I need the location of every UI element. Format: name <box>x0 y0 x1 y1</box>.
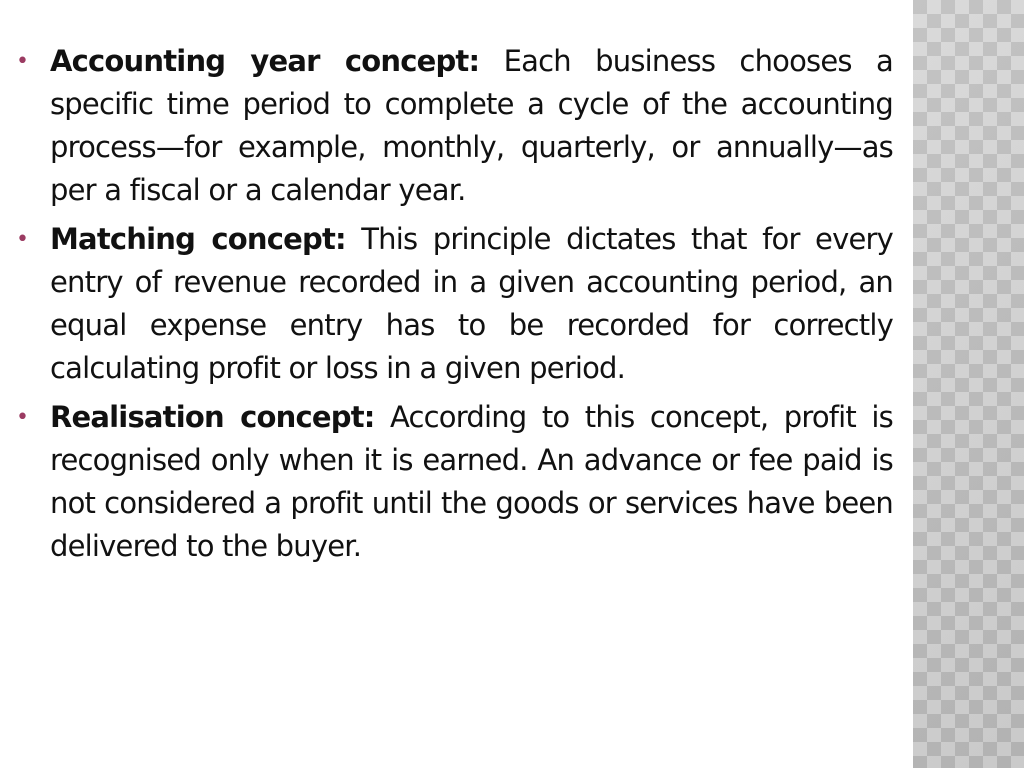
bullet-dot-icon: • <box>16 227 29 252</box>
bullet-text: This principle dictates that for every entry of revenue recorded in a given accounting period, an equal expense entry has to be recorded for correctly calculating profit or loss in a given period. <box>50 222 893 385</box>
bullet-item-accounting-year <box>16 40 893 212</box>
slide-content <box>16 40 893 574</box>
bullet-term: Realisation concept: <box>50 400 375 434</box>
bullet-list <box>16 40 893 568</box>
bullet-dot-icon: • <box>16 405 29 430</box>
bullet-text: Each business chooses a specific time period to complete a cycle of the accounting process—for example, monthly, quarterly, or annually—as per a fiscal or a calendar year. <box>50 44 893 207</box>
bullet-item-matching <box>16 218 893 390</box>
bullet-term: Matching concept: <box>50 222 346 256</box>
bullet-dot-icon: • <box>16 49 29 74</box>
decorative-side-panel <box>913 0 1024 768</box>
bullet-term: Accounting year concept: <box>50 44 480 78</box>
bullet-text: According to this concept, profit is recognised only when it is earned. An advance or fee paid is not considered a profit until the goods or services have been delivered to the buyer. <box>50 400 893 563</box>
bullet-item-realisation <box>16 396 893 568</box>
